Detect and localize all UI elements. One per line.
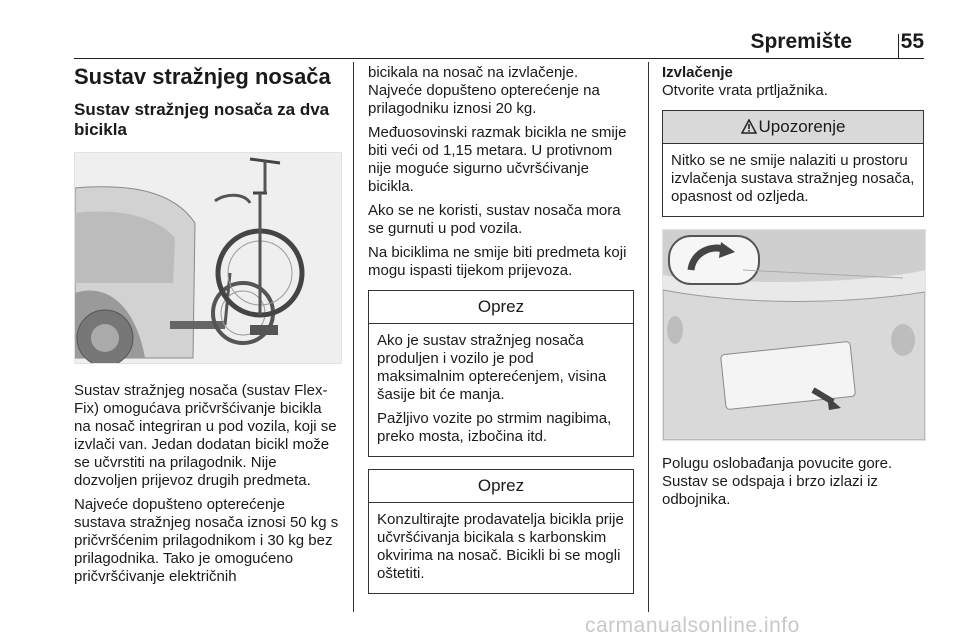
column-1 — [74, 64, 340, 592]
paragraph: Polugu oslobađanja povucite gore. Sustav se odspaja i brzo izlazi iz odbojnika. — [662, 455, 893, 508]
paragraph: bicikala na nosač na izvlačenje. Najveće dopušteno opterećenje na prilagodniku iznosi 20 kg. — [368, 64, 600, 117]
page-number: 55 — [900, 30, 924, 53]
caution-title: Oprez — [369, 291, 633, 324]
header-tick — [898, 34, 899, 58]
caution-text: Pažljivo vozite po strmim nagibima, preko mosta, izbočina itd. — [377, 410, 612, 445]
caution-text: Konzultirajte prodavatelja bicikla prije učvršćivanja bicikala s karbonskim okvirima na nosač. Bicikli bi se mogli oštetiti. — [377, 511, 624, 582]
warning-title: Upozorenje — [758, 117, 846, 136]
watermark: carmanualsonline.info — [585, 614, 800, 637]
warning-box — [662, 110, 924, 217]
release-lever-illustration — [662, 229, 926, 441]
paragraph: Ako se ne koristi, sustav nosača mora se gurnuti u pod vozila. — [368, 202, 621, 237]
caution-box — [368, 290, 634, 457]
column-divider-1 — [353, 62, 354, 612]
bike-carrier-illustration — [74, 152, 342, 364]
running-header-title: Spremište — [750, 30, 852, 53]
caution-box — [368, 469, 634, 594]
paragraph: Sustav stražnjeg nosača (sustav Flex-Fix) omogućava pričvršćivanje bicikla na nosač integriran u pod vozila, koji se izvlači van. Jedan dodatan bicikl može se učvrstiti na prilagodnik. Nije dozvoljen prijevoz drugih predmeta. — [74, 382, 337, 489]
header-rule — [74, 58, 924, 59]
section-subtitle: Sustav stražnjeg nosača za dva bicikla — [74, 100, 330, 139]
warning-text: Nitko se ne smije nalaziti u prostoru izvlačenja sustava stražnjeg nosača, opasnost od ozljeda. — [671, 152, 915, 205]
column-divider-2 — [648, 62, 649, 612]
paragraph: Otvorite vrata prtljažnika. — [662, 82, 828, 99]
subheading: Izvlačenje — [662, 64, 733, 81]
paragraph: Na biciklima ne smije biti predmeta koji mogu ispasti tijekom prijevoza. — [368, 244, 627, 279]
section-title: Sustav stražnjeg nosača — [74, 64, 331, 89]
warning-triangle-icon — [741, 118, 757, 136]
caution-text: Ako je sustav stražnjeg nosača produljen i vozilo je pod maksimalnim opterećenjem, visina šasije bit će manja. — [377, 332, 607, 403]
caution-title: Oprez — [369, 470, 633, 503]
warning-header — [663, 111, 923, 144]
column-3 — [662, 64, 924, 515]
paragraph: Najveće dopušteno opterećenje sustava stražnjeg nosača iznosi 50 kg s pričvršćenim prilagodnikom i 30 kg bez prilagodnika. Tako je omogućeno pričvršćivanje električnih — [74, 496, 339, 585]
paragraph: Međuosovinski razmak bicikla ne smije biti veći od 1,15 metara. U protivnom nije moguće sigurno učvršćivanje bicikla. — [368, 124, 627, 195]
column-2 — [368, 64, 634, 606]
